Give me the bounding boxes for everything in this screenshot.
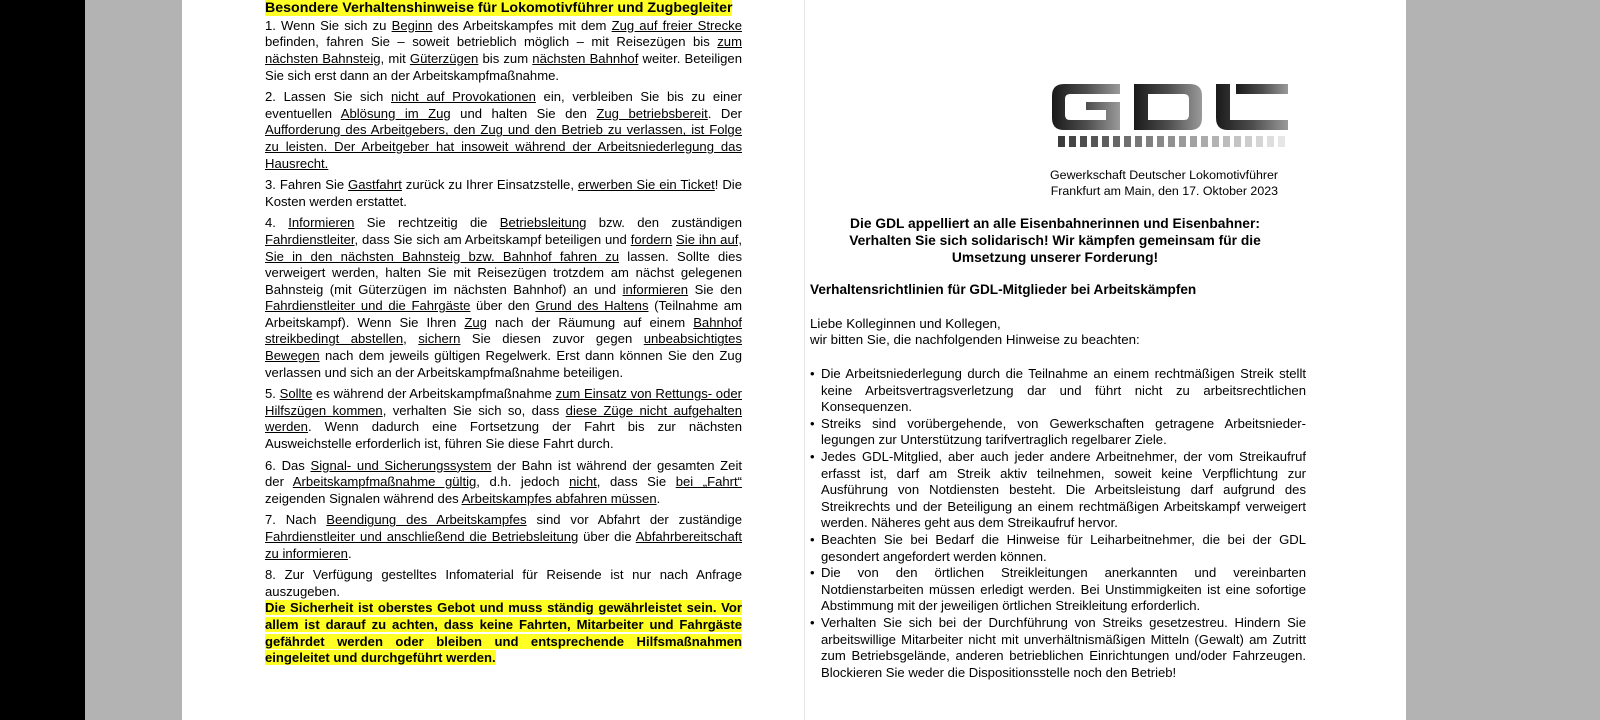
list-item: • Beachten Sie bei Bedarf die Hinweise für Leiharbeitnehmer, die bei der GDL gesondert angefordert werden können. [810, 532, 1306, 565]
list-item: • Die Arbeitsniederlegung durch die Teilnahme an einem rechtmäßigen Streik stellt keine Arbeitsvertragsverletzung dar und führt nicht zu arbeitsrechtlichen Konsequenzen. [810, 366, 1306, 416]
greeting [810, 316, 1140, 349]
instructions-column [265, 0, 742, 667]
place-date: Frankfurt am Main, den 17. Oktober 2023 [1050, 183, 1278, 198]
instruction-6: 6. Das Signal- und Sicherungssystem der Bahn ist während der gesamten Zeit der Arbeitskampfmaßnahme gültig, d.h. jedoch nicht, dass Sie bei „Fahrt“ zeigenden Signalen während des Arbeitskampfes abfahren müssen. [265, 457, 743, 506]
instruction-5: 5. Sollte es während der Arbeitskampfmaßnahme zum Einsatz von Rettungs- oder Hilfszügen kommen, verhalten Sie sich so, dass diese Züge nicht aufgehalten werden. Wenn dadurch eine Fortsetzung der Fahrt bis zur nächsten Ausweichstelle erforderlich ist, führen Sie diese Fahrt durch. [265, 386, 743, 452]
safety-highlight: Die Sicherheit ist oberstes Gebot und muss ständig gewährleistet sein. Vor allem ist darauf zu achten, dass keine Fahrten, Mitarbeiter und Fahrgäste gefährdet werden oder bleiben und entsprechende Hilfsmaßnahmen eingeleitet und durchgeführt werden. [265, 600, 742, 666]
guidelines-list [810, 366, 1306, 681]
viewer-margin-left [85, 0, 182, 720]
greeting-line: wir bitten Sie, die nachfolgenden Hinweise zu beachten: [810, 332, 1140, 348]
gdl-logo [1050, 82, 1290, 150]
sender-block [1050, 168, 1278, 199]
instruction-3: 3. Fahren Sie Gastfahrt zurück zu Ihrer Einsatzstelle, erwerben Sie ein Ticket! Die Kosten werden erstattet. [265, 177, 742, 209]
list-item: • Jedes GDL-Mitglied, aber auch jeder andere Arbeitnehmer, der vom Streikaufruf erfasst ist, darf am Streik aktiv teilnehmen, soweit keine Verpflichtung zur Ausführung von Notdiensten besteht. Die Arbeitsleistung darf aufgrund des Streikrechts und der Beteiligung an einem rechtmäßigen Arbeitskampf verweigert werden. Näheres geht aus dem Streikaufruf hervor. [810, 449, 1306, 532]
appeal-text [805, 215, 1305, 266]
guidelines-title: Verhaltensrichtlinien für GDL-Mitglieder bei Arbeitskämpfen [810, 282, 1197, 297]
instruction-7: 7. Nach Beendigung des Arbeitskampfes sind vor Abfahrt der zuständige Fahrdienstleiter und anschließend die Betriebsleitung über die Abfahrbereitschaft zu informieren. [265, 512, 743, 561]
instruction-1: 1. Wenn Sie sich zu Beginn des Arbeitskampfes mit dem Zug auf freier Strecke befinden, fahren Sie – soweit betrieblich möglich – mit Reisezügen bis zum nächsten Bahnsteig, mit Güterzügen bis zum nächsten Bahnhof weiter. Beteiligen Sie sich erst dann an der Arbeitskampfmaßnahme. [265, 17, 743, 83]
instruction-2: 2. Lassen Sie sich nicht auf Provokationen ein, verbleiben Sie bis zu einer eventuellen Ablösung im Zug und halten Sie den Zug betriebsbereit. Der Aufforderung des Arbeitgebers, den Zug und den Betrieb zu verlassen, ist Folge zu leisten. Der Arbeitgeber hat insoweit während der Arbeitsniederlegung das Hausrecht. [265, 89, 743, 171]
org-name: Gewerkschaft Deutscher Lokomotivführer [1050, 168, 1278, 182]
instruction-4: 4. Informieren Sie rechtzeitig die Betriebsleitung bzw. den zuständigen Fahrdienstleiter, dass Sie sich am Arbeitskampf beteiligen und fordern Sie ihn auf, Sie in den nächsten Bahnsteig bzw. Bahnhof fahren zu lassen. Sollte dies verweigert werden, halten Sie mit Reisezügen trotzdem am nächst gelegenen Bahnsteig (mit Güterzügen im nächsten Bahnhof) an und informieren Sie den Fahrdienstleiter und die Fahrgäste über den Grund des Haltens (Teilnahme am Arbeitskampf). Wenn Sie Ihren Zug nach der Räumung auf einem Bahnhof streikbedingt abstellen, sichern Sie diesen zuvor gegen unbeabsichtigtes Bewegen nach dem jeweils gültigen Regelwerk. Erst dann können Sie den Zug verlassen und sich an der Arbeitskampfmaßnahme beteiligen. [265, 215, 743, 380]
instruction-8: 8. Zur Verfügung gestelltes Infomaterial für Reisende ist nur nach Anfrage auszugeben. [265, 567, 742, 599]
list-item: • Die von den örtlichen Streikleitungen anerkannten und vereinbarten Notdienstarbeiten müssen erledigt werden. Bei Unstimmigkeiten ist eine sofortige Abstimmung mit der jeweiligen örtlichen Streikleitung erforderlich. [810, 565, 1306, 615]
list-item: • Verhalten Sie sich bei der Durchführung von Streiks gesetzestreu. Hindern Sie arbeitswillige Mitarbeiter nicht mit unverhältnismäßigen Mitteln (Gewalt) am Zutritt zum Betriebsgelände, anderen betrieblichen Einrichtungen und/oder Fahrzeugen. Blockieren Sie weder die Dispositionsstelle noch den Betrieb! [810, 615, 1306, 681]
appeal-line: Die GDL appelliert an alle Eisenbahnerinnen und Eisenbahner: [850, 216, 1260, 231]
document-page-left [182, 0, 805, 720]
viewer-margin-right [1406, 0, 1600, 720]
list-item: • Streiks sind vorübergehende, von Gewerkschaften getragene Arbeitsnieder-legungen zur Unterstützung tarifvertraglich regelbarer Ziele. [810, 416, 1306, 449]
instructions-heading: Besondere Verhaltenshinweise für Lokomotivführer und Zugbegleiter [265, 0, 733, 16]
appeal-line: Umsetzung unserer Forderung! [951, 250, 1159, 265]
document-page-right [805, 0, 1406, 720]
greeting-line: Liebe Kolleginnen und Kollegen, [810, 316, 1001, 331]
appeal-line: Verhalten Sie sich solidarisch! Wir kämpfen gemeinsam für die [849, 233, 1261, 248]
